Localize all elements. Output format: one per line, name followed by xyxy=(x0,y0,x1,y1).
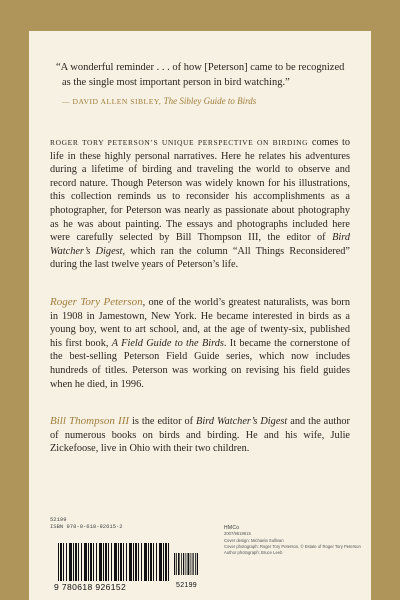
price-barcode-icon xyxy=(174,553,198,575)
barcode-small-code: 52199 xyxy=(50,516,67,523)
price-digits: 52199 xyxy=(176,582,197,589)
description-lead: ROGER TORY PETERSON’S UNIQUE PERSPECTIVE ON BIRDING xyxy=(50,138,309,147)
author-bio-text-1: , one of the world’s greatest naturalists, was born in 1908 in Jamestown, New York. He became interested in birds as a young boy, went to art school, and, at the age of twenty-six, published his first book, xyxy=(50,296,350,349)
author-name: Roger Tory Peterson xyxy=(50,295,143,308)
author-bio-paragraph xyxy=(50,296,350,391)
editor-bio-text-2: and the author of numerous books on birds and birding. He and his wife, Julie Zickefoose, live in Ohio with their two children. xyxy=(50,416,350,455)
barcode-area xyxy=(50,508,361,598)
editor-name: Bill Thompson III xyxy=(50,415,130,428)
catalog-code: 2007/9618615 xyxy=(224,531,251,537)
author-book-title: A Field Guide to the Birds xyxy=(111,337,224,349)
barcode-icon xyxy=(58,543,170,581)
attribution-name: — DAVID ALLEN SIBLEY, xyxy=(62,97,162,106)
publisher-mark: HMCo xyxy=(224,525,240,531)
credit-design: Cover design: Michaela Sullivan xyxy=(224,537,284,543)
back-cover-panel xyxy=(29,31,371,600)
editor-magazine-title: Bird Watcher’s Digest xyxy=(196,416,288,428)
credit-photo: Cover photograph: Roger Tory Peterson, © Estate of Roger Tory Peterson xyxy=(224,543,361,549)
editor-bio-paragraph xyxy=(50,415,350,456)
isbn-text xyxy=(50,516,123,530)
attribution-book: The Sibley Guide to Birds xyxy=(163,96,257,106)
credit-author-photo: Author photograph: Bruce Leeb xyxy=(224,550,283,556)
description-magazine-title: Bird Watcher’s Digest xyxy=(50,232,350,257)
blurb-attribution xyxy=(62,95,350,108)
isbn-line: ISBN 978-0-618-92615-2 xyxy=(50,523,123,530)
author-bio-text-2: . It became the cornerstone of the best-selling Peterson Field Guide series, which now includes hundreds of titles. Peterson was working on revising his field guides when he died, in 1996. xyxy=(50,337,350,390)
blurb-quote: “A wonderful reminder . . . of how [Peterson] came to be recognized as the single most important person in bird watching.” xyxy=(56,62,345,88)
cover-credits xyxy=(224,525,374,556)
description-paragraph xyxy=(50,136,350,272)
barcode-digits: 9 780618 926152 xyxy=(54,582,127,592)
editor-bio-text-1: is the editor of xyxy=(129,416,197,428)
description-text-1: comes to life in these highly personal narratives. Here he relates his adventures during a lifetime of birding and traveling the world to observe and record nature. Though Peterson was widely known for his illustrations, this collection reminds us to reconsider his accomplishments as a photographer, for Peterson was nearly as passionate about photography as he was about painting. The essays and photographs included here were carefully selected by Bill Thompson III, the editor of xyxy=(50,137,350,244)
description-text-2: , which ran the column “All Things Reconsidered” during the last twelve years of Peterson’s life. xyxy=(50,245,350,271)
